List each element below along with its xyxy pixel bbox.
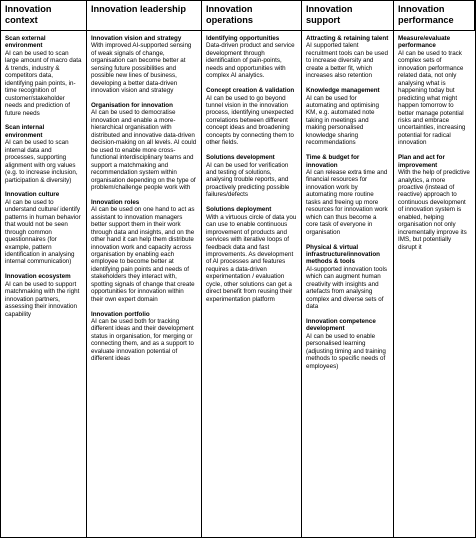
section-talent [306, 35, 389, 80]
section-solutions-development [206, 154, 297, 199]
header-innovation-context: Innovation context [1, 1, 87, 31]
section-body: With the help of predictive analytics, a more proactive (instead of reactive) approach to continuous development of innovation system is enabled, helping organisation not only incrementally improve its IMS, but potentially disrupt it [398, 169, 470, 251]
section-title: Solutions development [206, 154, 275, 162]
column-innovation-context [1, 31, 87, 537]
section-title: Innovation roles [91, 198, 140, 206]
section-measure-performance [398, 35, 471, 147]
section-title: Identifying opportunities [206, 35, 280, 42]
section-innovation-roles [91, 199, 197, 303]
section-title: Innovation vision and strategy [91, 35, 182, 42]
section-title: Scan internal environment [5, 124, 45, 139]
column-innovation-leadership [87, 31, 202, 537]
section-organisation [91, 102, 197, 191]
header-innovation-leadership: Innovation leadership [87, 1, 202, 31]
section-plan-improvement [398, 154, 471, 251]
section-body: AI can be used for verification and testing of solutions, analysing trouble reports, and proactively predicting possible failures/defects [206, 161, 290, 199]
section-scan-external [5, 35, 82, 117]
column-innovation-performance [394, 31, 475, 537]
section-body: AI can release extra time and financial resources for innovation work by automating more routine tasks and freeing up more resources for innovation work which can thus become a core task of everyone in organisation [306, 169, 388, 236]
section-title: Attracting & retaining talent [306, 35, 389, 42]
section-title: Plan and act for improvement [398, 154, 445, 169]
section-innovation-culture [5, 191, 82, 266]
header-innovation-performance: Innovation performance [394, 1, 475, 31]
section-vision-strategy [91, 35, 197, 95]
section-body: AI can be used to scan large amount of macro data & trends, industry & competitors data, identifying pain points, in-time recognition of customer/stakeholder needs and prediction of future needs [5, 49, 82, 117]
section-body: AI-supported innovation tools which can augment human creativity with insights and artefacts from analysing complex and diverse sets of data [306, 265, 387, 311]
section-innovation-ecosystem [5, 273, 82, 318]
section-title: Physical & virtual infrastructure/innovation methods & tools [306, 243, 380, 266]
header-innovation-operations: Innovation operations [202, 1, 302, 31]
section-concept-creation [206, 87, 297, 147]
section-body: AI supported talent recruitment tools can be used to increase diversity and create a better fit, which increases also retention [306, 42, 388, 80]
section-title: Knowledge management [306, 87, 380, 95]
section-title: Solutions deployment [206, 206, 272, 214]
section-body: With improved AI-supported sensing of weak signals of change, organisation can become better at sensing future possibilities and possible new lines of business, developing a better data-driven innovation vision and strategy [91, 42, 192, 95]
section-title: Measure/evaluate performance [398, 35, 451, 50]
section-body: AI can be used to track complex sets of innovation performance related data, not only analysing what is happening today but predicting what might happen tomorrow to better manage potential risks and embrace uncertainties, increasing potential for radical innovation [398, 49, 466, 147]
section-scan-internal [5, 124, 82, 184]
section-body: Data-driven product and service development through identification of pain-points, needs and opportunities with complex AI analytics. [206, 42, 295, 80]
column-innovation-operations [202, 31, 302, 537]
section-body: AI can be used to go beyond tunnel vision in the innovation process, identifying unexpected correlations between different concept ideas and broadening concepts by connecting them to other fields. [206, 94, 294, 147]
section-innovation-portfolio [91, 311, 197, 363]
section-title: Innovation portfolio [91, 310, 150, 318]
section-knowledge-management [306, 87, 389, 147]
section-title: Concept creation & validation [206, 87, 295, 95]
section-body: AI can be used to understand culture/ identify patterns in human behavior that would not be seen through common questionnaires (for example, pattern identification in analysing internal communication) [5, 198, 81, 266]
section-title: Innovation competence development [306, 317, 376, 333]
section-title: Time & budget for innovation [306, 154, 360, 169]
section-competence-development [306, 318, 389, 370]
section-infrastructure [306, 244, 389, 311]
section-solutions-deployment [206, 206, 297, 303]
section-title: Scan external environment [5, 35, 46, 50]
section-body: AI can be used both for tracking different ideas and their development status in organisation, for merging or connecting them, and as a support to evaluate innovation potential of different ideas [91, 318, 194, 363]
header-innovation-support: Innovation support [302, 1, 394, 31]
section-body: AI can be used to enable personalised learning (adjusting timing and training methods to specific needs of employees) [306, 332, 386, 370]
section-body: AI can be used to support matchmaking with the right innovation partners, assessing their innovation capability [5, 280, 80, 318]
section-time-budget [306, 154, 389, 236]
section-body: AI can be used to democratise innovation and enable a more-hierarchical organisation with distributed and innovative data-driven decision-making on all levels. AI could be used to enable more cross-functional interdisciplinary teams and support a matchmaking and recommendation system within organisation depending on the type of problem/challenge people work with [91, 109, 197, 191]
section-identifying-opportunities [206, 35, 297, 80]
section-title: Innovation ecosystem [5, 273, 71, 281]
section-body: AI can be used to scan internal data and processes, supporting alignment with org values (e.g. to increase inclusion, participation & diversity) [5, 139, 78, 184]
section-title: Innovation culture [5, 191, 60, 199]
section-title: Organisation for innovation [91, 102, 173, 110]
section-body: AI can be used on one hand to act as assistant to innovation managers better support them in their work through data and insights, and on the other hand it can help them distribute innovation work and capacity across organisation by enabling each employee to become better at identifying pain points and needs of stakeholders they interact with, spotting signals of change that create opportunities for innovation within their own expert domain [91, 206, 195, 303]
section-body: With a virtuous circle of data you can use to enable continuous improvement of products and services with iterative loops of feedback data and fast improvements. As development of AI processes and features requires a data-driven experimentation / evaluation cycle, other solutions can get a direct benefit from reusing their experimentation platform [206, 213, 297, 303]
section-body: AI can be used for automating and optimising KM, e.g. automated note taking in meetings and making personalised knowledge sharing recommendations [306, 94, 379, 147]
column-innovation-support [302, 31, 394, 537]
